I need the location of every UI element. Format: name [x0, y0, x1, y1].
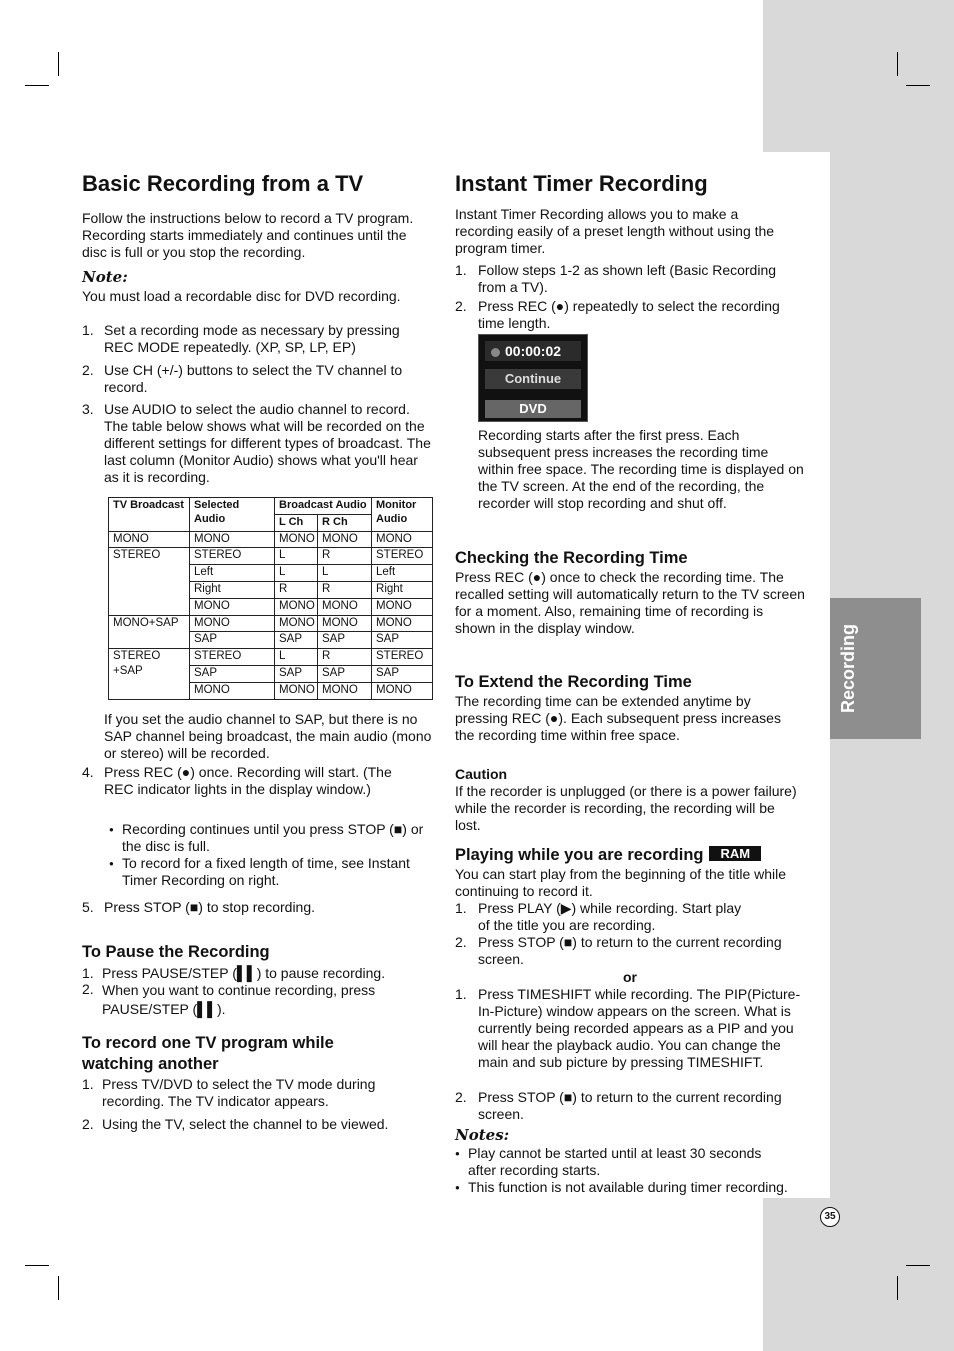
ram-badge: RAM — [709, 846, 761, 861]
step-text: Press PAUSE/STEP (▌▌) to pause recording. — [102, 965, 386, 981]
step-number: 2. — [82, 362, 94, 378]
table-row — [109, 548, 433, 565]
step-text: Press TV/DVD to select the TV mode during recording. The TV indicator appears. — [102, 1076, 376, 1109]
crop-mark — [25, 1265, 49, 1266]
osd-time-value: 00:00:02 — [505, 343, 562, 359]
step-text: Press STOP (■) to return to the current recording screen. — [478, 934, 782, 967]
table-cell: Left — [190, 565, 275, 582]
osd-continue: Continue — [485, 369, 581, 389]
step-text: Press PLAY (▶) while recording. Start play of the title you are recording. — [478, 900, 742, 933]
header-tv-broadcast: TV Broadcast — [109, 498, 190, 532]
table-cell: L — [275, 548, 318, 565]
step-number: 2. — [82, 1116, 94, 1132]
header-monitor-audio: Monitor Audio — [372, 498, 433, 532]
extend-text: The recording time can be extended anytime by pressing REC (●). Each subsequent press increases the recording time within free space. — [455, 693, 781, 743]
step-text: Press STOP (■) to return to the current recording screen. — [478, 1089, 782, 1122]
playing-title — [455, 845, 761, 865]
bullet-item: ● Play cannot be started until at least 30 seconds after recording starts. — [468, 1145, 788, 1179]
table-cell: STEREO — [190, 649, 275, 666]
table-cell: SAP — [190, 632, 275, 649]
table-cell: MONO — [190, 615, 275, 632]
step-number: 2. — [455, 1089, 467, 1105]
step-text: Press TIMESHIFT while recording. The PIP(Picture-In-Picture) window appears on the screen. What is currently being recorded appears as a PIP and you will hear the playback audio. You can change the main and sub picture by pressing TIMESHIFT. — [478, 986, 801, 1070]
table-cell: R — [318, 581, 372, 598]
step-number: 1. — [82, 1076, 94, 1092]
header-r-ch: R Ch — [318, 514, 372, 531]
table-cell: MONO — [275, 598, 318, 615]
sap-note: If you set the audio channel to SAP, but there is no SAP channel being broadcast, the main audio (mono or stereo) will be recorded. — [104, 711, 432, 761]
step-text: Use CH (+/-) buttons to select the TV channel to record. — [104, 362, 403, 395]
side-margin-top — [763, 0, 954, 152]
note-label: Note: — [82, 268, 128, 286]
table-cell: MONO — [318, 615, 372, 632]
table-cell: MONO — [275, 531, 318, 548]
table-cell: SAP — [190, 665, 275, 682]
table-cell: R — [318, 649, 372, 666]
table-cell: MONO — [190, 682, 275, 699]
step-number: 1. — [455, 900, 467, 916]
table-cell: L — [275, 649, 318, 666]
table-cell: L — [275, 565, 318, 582]
header-l-ch: L Ch — [275, 514, 318, 531]
table-cell: STEREO — [372, 548, 433, 565]
bullet-item: ● To record for a fixed length of time, see Instant Timer Recording on right. — [122, 855, 427, 889]
osd-media: DVD — [485, 400, 581, 418]
crop-mark — [897, 1276, 898, 1300]
table-cell: MONO — [190, 598, 275, 615]
osd-time — [485, 341, 581, 361]
audio-settings-table — [108, 497, 433, 700]
crop-mark — [58, 1276, 59, 1300]
table-cell: SAP — [372, 632, 433, 649]
table-cell: MONO — [372, 682, 433, 699]
caution-text: If the recorder is unplugged (or there is a power failure) while the recorder is recording, the recording will be lost. — [455, 783, 797, 833]
table-cell: SAP — [318, 665, 372, 682]
section-tab-label-wrap — [829, 598, 867, 739]
cell-tv: STEREO — [109, 548, 190, 615]
step-number: 1. — [82, 965, 94, 981]
right-intro: Instant Timer Recording allows you to make a recording easily of a preset length without using the program timer. — [455, 206, 775, 256]
playing-intro: You can start play from the beginning of the title while continuing to record it. — [455, 866, 787, 899]
notes-label: Notes: — [455, 1126, 510, 1144]
caution-label: Caution — [455, 766, 508, 782]
step-number: 3. — [82, 401, 94, 417]
table-row — [109, 615, 433, 632]
crop-mark — [906, 1265, 930, 1266]
watch-title: To record one TV program while watching another — [82, 1034, 334, 1073]
note-text: You must load a recordable disc for DVD recording. — [82, 288, 401, 304]
table-cell: MONO — [372, 615, 433, 632]
table-cell: SAP — [275, 665, 318, 682]
table-cell: MONO — [318, 531, 372, 548]
step-number: 2. — [455, 298, 467, 314]
pause-title: To Pause the Recording — [82, 943, 270, 961]
cell-tv: MONO+SAP — [109, 615, 190, 649]
cell-tv: MONO — [109, 531, 190, 548]
table-cell: L — [318, 565, 372, 582]
extend-title: To Extend the Recording Time — [455, 673, 692, 691]
section-tab-label: Recording — [837, 623, 858, 714]
header-selected-audio: Selected Audio — [190, 498, 275, 532]
table-cell: MONO — [372, 531, 433, 548]
table-cell: Right — [190, 581, 275, 598]
left-intro: Follow the instructions below to record a TV program. Recording starts immediately and continues until the disc is full or you stop the recording. — [82, 210, 414, 260]
left-title: Basic Recording from a TV — [82, 171, 364, 196]
table-cell: Left — [372, 565, 433, 582]
cell-tv: STEREO +SAP — [109, 649, 190, 699]
table-cell: SAP — [318, 632, 372, 649]
bullet-item: ● This function is not available during timer recording. — [468, 1179, 813, 1196]
table-cell: MONO — [275, 615, 318, 632]
table-cell: MONO — [190, 531, 275, 548]
right-title: Instant Timer Recording — [455, 171, 708, 196]
table-cell: MONO — [318, 598, 372, 615]
table-cell: STEREO — [372, 649, 433, 666]
bullet-item: ● Recording continues until you press STOP (■) or the disc is full. — [122, 821, 427, 855]
check-text: Press REC (●) once to check the recording time. The recalled setting will automatically return to the TV screen for a moment. Also, remaining time of recording is shown in the display window. — [455, 569, 805, 636]
crop-mark — [906, 85, 930, 86]
table-cell: Right — [372, 581, 433, 598]
step-text: Use AUDIO to select the audio channel to record. The table below shows what will be recorded on the different settings for different types of broadcast. The last column (Monitor Audio) shows what you'll hear as it is recording. — [104, 401, 431, 485]
step-text: Using the TV, select the channel to be viewed. — [102, 1116, 389, 1132]
step-number: 4. — [82, 764, 94, 780]
or-text: or — [623, 969, 637, 985]
table-cell: SAP — [275, 632, 318, 649]
step-number: 2. — [82, 981, 94, 997]
after-osd-text: Recording starts after the first press. Each subsequent press increases the recording time within free space. The recording time is displayed on the TV screen. At the end of the recording, the recorder will stop recording and shut off. — [478, 427, 804, 511]
table-cell: R — [318, 548, 372, 565]
crop-mark — [897, 52, 898, 76]
table-cell: STEREO — [190, 548, 275, 565]
osd-recording-display — [478, 334, 588, 422]
table-cell: MONO — [275, 682, 318, 699]
step-number: 1. — [455, 262, 467, 278]
step-text: Follow steps 1-2 as shown left (Basic Recording from a TV). — [478, 262, 777, 295]
table-row — [109, 649, 433, 666]
table-row — [109, 531, 433, 548]
record-dot-icon — [491, 348, 500, 357]
table-cell: SAP — [372, 665, 433, 682]
crop-mark — [25, 85, 49, 86]
step-number: 1. — [455, 986, 467, 1002]
step-number: 2. — [455, 934, 467, 950]
header-broadcast-audio: Broadcast Audio — [275, 498, 372, 515]
step-text: Press REC (●) repeatedly to select the recording time length. — [478, 298, 780, 331]
step-text: When you want to continue recording, press PAUSE/STEP (▌▌). — [102, 982, 376, 1017]
table-cell: R — [275, 581, 318, 598]
step-number: 5. — [82, 899, 94, 915]
page-number: 35 — [820, 1207, 840, 1227]
step-text: Set a recording mode as necessary by pressing REC MODE repeatedly. (XP, SP, LP, EP) — [104, 322, 400, 355]
table-cell: MONO — [372, 598, 433, 615]
side-margin-bottom — [763, 1198, 954, 1351]
check-title: Checking the Recording Time — [455, 549, 688, 567]
playing-title-text: Playing while you are recording — [455, 846, 704, 864]
table-cell: MONO — [318, 682, 372, 699]
step-number: 1. — [82, 322, 94, 338]
table-header-row — [109, 498, 433, 515]
step-text: Press STOP (■) to stop recording. — [104, 899, 316, 915]
crop-mark — [58, 52, 59, 76]
step-text: Press REC (●) once. Recording will start. (The REC indicator lights in the display window.) — [104, 764, 392, 797]
